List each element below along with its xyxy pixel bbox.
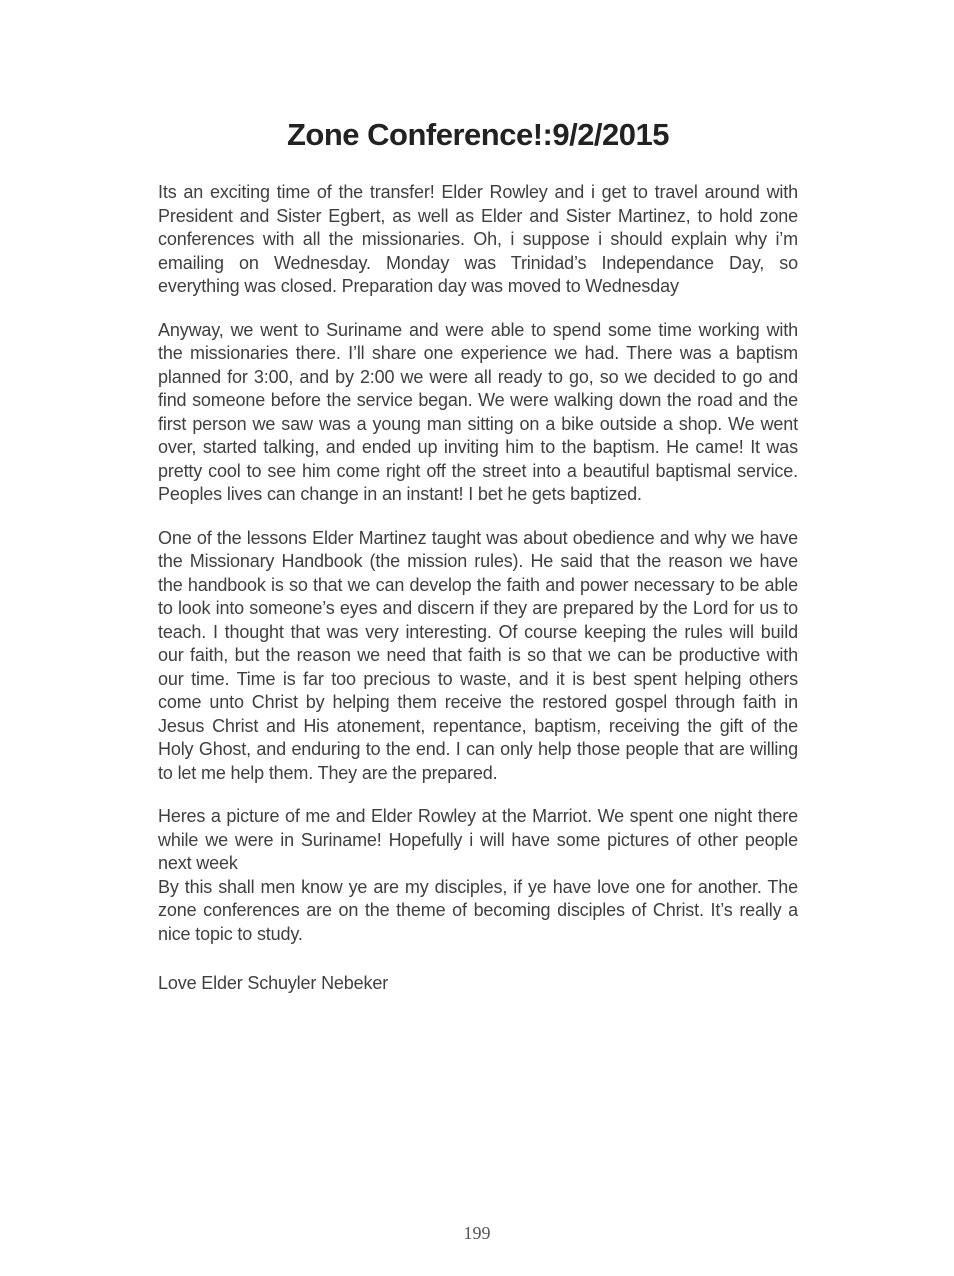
page-title: Zone Conference!:9/2/2015: [286, 117, 670, 152]
paragraph-obedience-lesson: One of the lessons Elder Martinez taught was about obedience and why we have the Missionary Handbook (the mission rules). He said that the reason we have the handbook is so that we can develop the faith and power necessary to be able to look into someone’s eyes and discern if they are prepared by the Lord for us to teach. I thought that was very interesting. Of course keeping the rules will build our faith, but the reason we need that faith is so that we can be productive with our time. Time is far too precious to waste, and it is best spent helping others come unto Christ by helping them receive the restored gospel through faith in Jesus Christ and His atonement, repentance, baptism, receiving the gift of the Holy Ghost, and enduring to the end. I can only help those people that are willing to let me help them. They are the prepared.: [158, 527, 798, 783]
paragraph-transfer-intro: Its an exciting time of the transfer! Elder Rowley and i get to travel around with President and Sister Egbert, as well as Elder and Sister Martinez, to hold zone conferences with all the missionaries. Oh, i suppose i should explain why i’m emailing on Wednesday. Monday was Trinidad’s Independance Day, so everything was closed. Preparation day was moved to Wednesday: [158, 182, 798, 296]
page-number: 199: [463, 1223, 491, 1243]
signature-line: Love Elder Schuyler Nebeker: [158, 973, 389, 993]
paragraph-marriot-picture: Heres a picture of me and Elder Rowley at the Marriot. We spent one night there while we were in Suriname! Hopefully i will have some pictures of other people next week: [158, 806, 798, 873]
paragraph-disciples-theme: By this shall men know ye are my disciples, if ye have love one for another. The zone conferences are on the theme of becoming disciples of Christ. It’s really a nice topic to study.: [158, 876, 798, 944]
letter-content: [158, 116, 798, 996]
paragraph-suriname-baptism: Anyway, we went to Suriname and were able to spend some time working with the missionaries there. I’ll share one experience we had. There was a baptism planned for 3:00, and by 2:00 we were all ready to go, so we decided to go and find someone before the service began. We were walking down the road and the first person we saw was a young man sitting on a bike outside a shop. We went over, started talking, and ended up inviting him to the baptism. He came! It was pretty cool to see him come right off the street into a beautiful baptismal service. Peoples lives can change in an instant! I bet he gets baptized.: [158, 319, 798, 504]
